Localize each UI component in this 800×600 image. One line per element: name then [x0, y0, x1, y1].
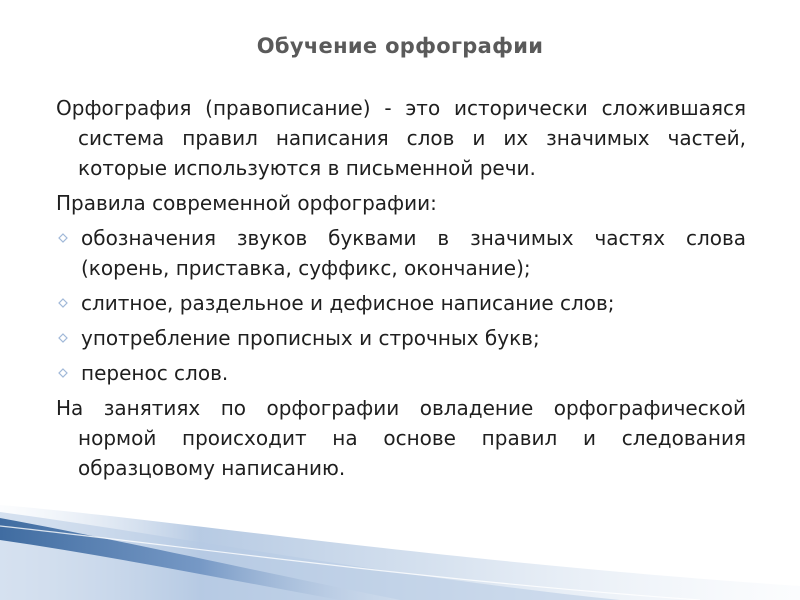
- swoosh-line: [0, 526, 700, 600]
- diamond-outline-icon: [56, 288, 70, 318]
- bullet-text: обозначения звуков буквами в значимых частях слова (корень, приставка, суффикс, окончание);: [81, 226, 746, 280]
- bullet-text: слитное, раздельное и дефисное написание слов;: [81, 291, 615, 315]
- list-item: [56, 288, 746, 318]
- list-item: [56, 323, 746, 353]
- diamond-outline-icon: [56, 358, 70, 388]
- bullet-text: перенос слов.: [81, 361, 229, 385]
- intro-paragraph: Орфография (правописание) - это исторически сложившаяся система правил написания слов и их значимых частей, которые используются в письменной речи.: [56, 96, 746, 180]
- diamond-outline-icon: [56, 323, 70, 353]
- list-item: [56, 358, 746, 388]
- list-item: [56, 223, 746, 283]
- diamond-outline-icon: [56, 223, 70, 253]
- conclusion-paragraph: На занятиях по орфографии овладение орфографической нормой происходит на основе правил и следования образцовому написанию.: [56, 396, 746, 480]
- rules-heading: Правила современной орфографии:: [56, 191, 437, 215]
- slide-body: [56, 93, 746, 488]
- swoosh-band-dark: [0, 518, 400, 600]
- swoosh-band-light: [0, 505, 800, 600]
- swoosh-band-mid: [0, 512, 620, 600]
- bullet-text: употребление прописных и строчных букв;: [81, 326, 540, 350]
- slide-title: Обучение орфографии: [256, 34, 544, 58]
